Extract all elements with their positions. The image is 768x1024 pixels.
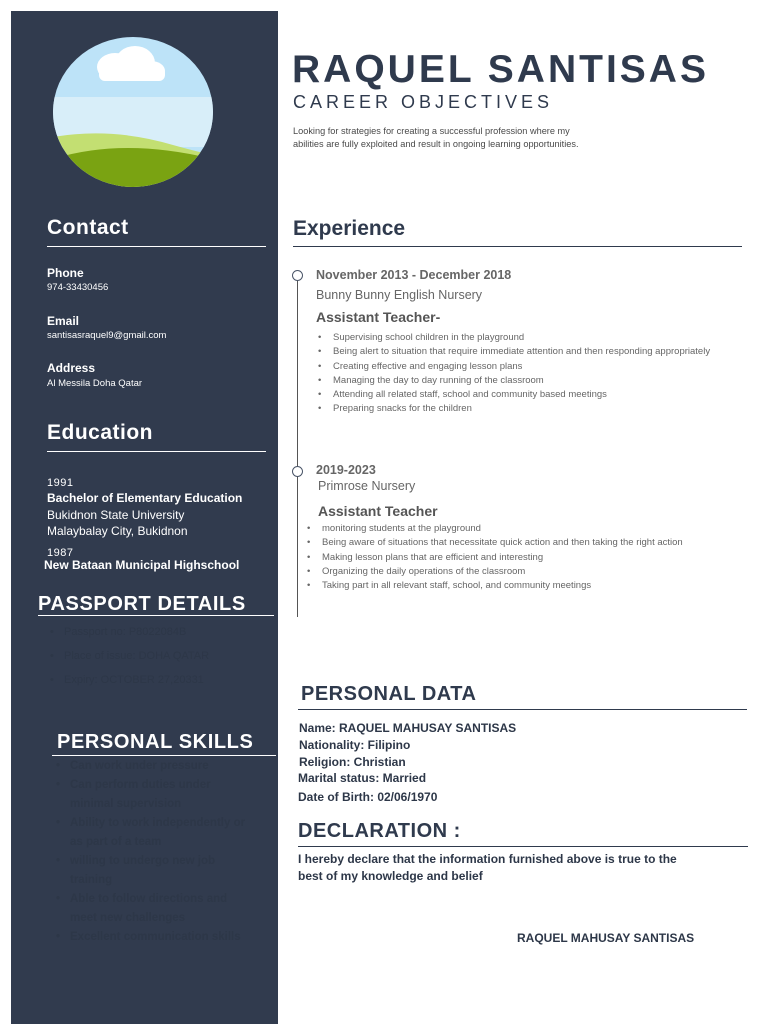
email-value[interactable]: santisasraquel9@gmail.com (47, 330, 167, 341)
job-duties (316, 331, 742, 417)
job-company: Bunny Bunny English Nursery (316, 288, 483, 302)
list-item: • Organizing the daily operations of the classroom (305, 565, 730, 579)
education-school: New Bataan Municipal Highschool (44, 558, 240, 572)
list-item: • Can perform duties under minimal supervision (52, 776, 257, 814)
education-school: Bukidnon State University (47, 508, 185, 522)
job-role: Assistant Teacher (318, 503, 438, 519)
skills-list (52, 757, 257, 947)
timeline-dot (292, 270, 303, 281)
list-item: • Making lesson plans that are efficient and interesting (305, 551, 730, 565)
email-label: Email (47, 314, 80, 328)
skills-heading: PERSONAL SKILLS (57, 731, 254, 753)
skills-divider (52, 755, 276, 756)
passport-heading: PASSPORT DETAILS (38, 593, 246, 615)
signature-name: RAQUEL MAHUSAY SANTISAS (517, 931, 695, 945)
education-location: Malaybalay City, Bukidnon (47, 524, 188, 538)
list-item: • Managing the day to day running of the classroom (316, 374, 742, 388)
personal-data-divider (298, 709, 747, 710)
job-company: Primrose Nursery (318, 479, 416, 493)
objective-heading: CAREER OBJECTIVES (293, 92, 554, 112)
list-item: • Ability to work independently or as part of a team (52, 814, 257, 852)
declaration-heading: DECLARATION : (298, 820, 461, 842)
personal-dob: Date of Birth: 02/06/1970 (298, 790, 438, 804)
personal-nationality: Nationality: Filipino (299, 738, 411, 752)
list-item: • Expiry: OCTOBER 27,20331 (46, 668, 209, 692)
page-title: RAQUEL SANTISAS (292, 48, 709, 91)
list-item: • Can work under pressure (52, 757, 257, 776)
list-item: • monitoring students at the playground (305, 522, 730, 536)
objective-text: Looking for strategies for creating a successful profession where my abilities are fully exploited and result in ongoing learning opportunities. (293, 126, 579, 149)
education-degree: Bachelor of Elementary Education (47, 491, 243, 505)
education-divider (47, 451, 266, 452)
contact-divider (47, 246, 266, 247)
personal-marital-status: Marital status: Married (298, 771, 427, 785)
list-item: • Supervising school children in the playground (316, 331, 742, 345)
timeline-dot (292, 466, 303, 477)
passport-divider (38, 615, 274, 616)
list-item: • Creating effective and engaging lesson plans (316, 360, 742, 374)
list-item: • Taking part in all relevant staff, school, and community meetings (305, 579, 730, 593)
phone-value: 974-33430456 (47, 282, 109, 293)
passport-list (46, 620, 209, 692)
job-role: Assistant Teacher- (316, 309, 441, 325)
contact-heading: Contact (47, 216, 129, 239)
list-item: • willing to undergo new job training (52, 852, 257, 890)
education-heading: Education (47, 421, 154, 444)
list-item: • Excellent communication skills (52, 928, 257, 947)
personal-religion: Religion: Christian (299, 755, 406, 769)
phone-label: Phone (47, 266, 84, 280)
timeline-line (297, 275, 298, 617)
list-item: • Preparing snacks for the children (316, 402, 742, 416)
list-item: • Passport no: P8022084B (46, 620, 209, 644)
job-date: 2019-2023 (316, 463, 376, 477)
landscape-placeholder-icon (53, 37, 213, 187)
job-date: November 2013 - December 2018 (316, 268, 512, 282)
education-year: 1991 (47, 477, 74, 489)
experience-heading: Experience (293, 217, 406, 240)
list-item: • Place of issue: DOHA QATAR (46, 644, 209, 668)
avatar (53, 37, 213, 187)
personal-data-heading: PERSONAL DATA (301, 683, 477, 705)
address-value: Al Messila Doha Qatar (47, 378, 143, 389)
list-item: • Being alert to situation that require immediate attention and then responding appropriately (316, 345, 742, 359)
job-duties (305, 522, 730, 593)
address-label: Address (47, 361, 96, 375)
list-item: • Able to follow directions and meet new challenges (52, 890, 257, 928)
declaration-divider (298, 846, 748, 847)
personal-name: Name: RAQUEL MAHUSAY SANTISAS (299, 721, 517, 735)
list-item: • Being aware of situations that necessitate quick action and then taking the right action (305, 536, 730, 550)
declaration-text: I hereby declare that the information furnished above is true to the best of my knowledge and belief (298, 852, 677, 883)
experience-divider (293, 246, 742, 247)
list-item: • Attending all related staff, school and community based meetings (316, 388, 742, 402)
education-year: 1987 (47, 547, 74, 559)
